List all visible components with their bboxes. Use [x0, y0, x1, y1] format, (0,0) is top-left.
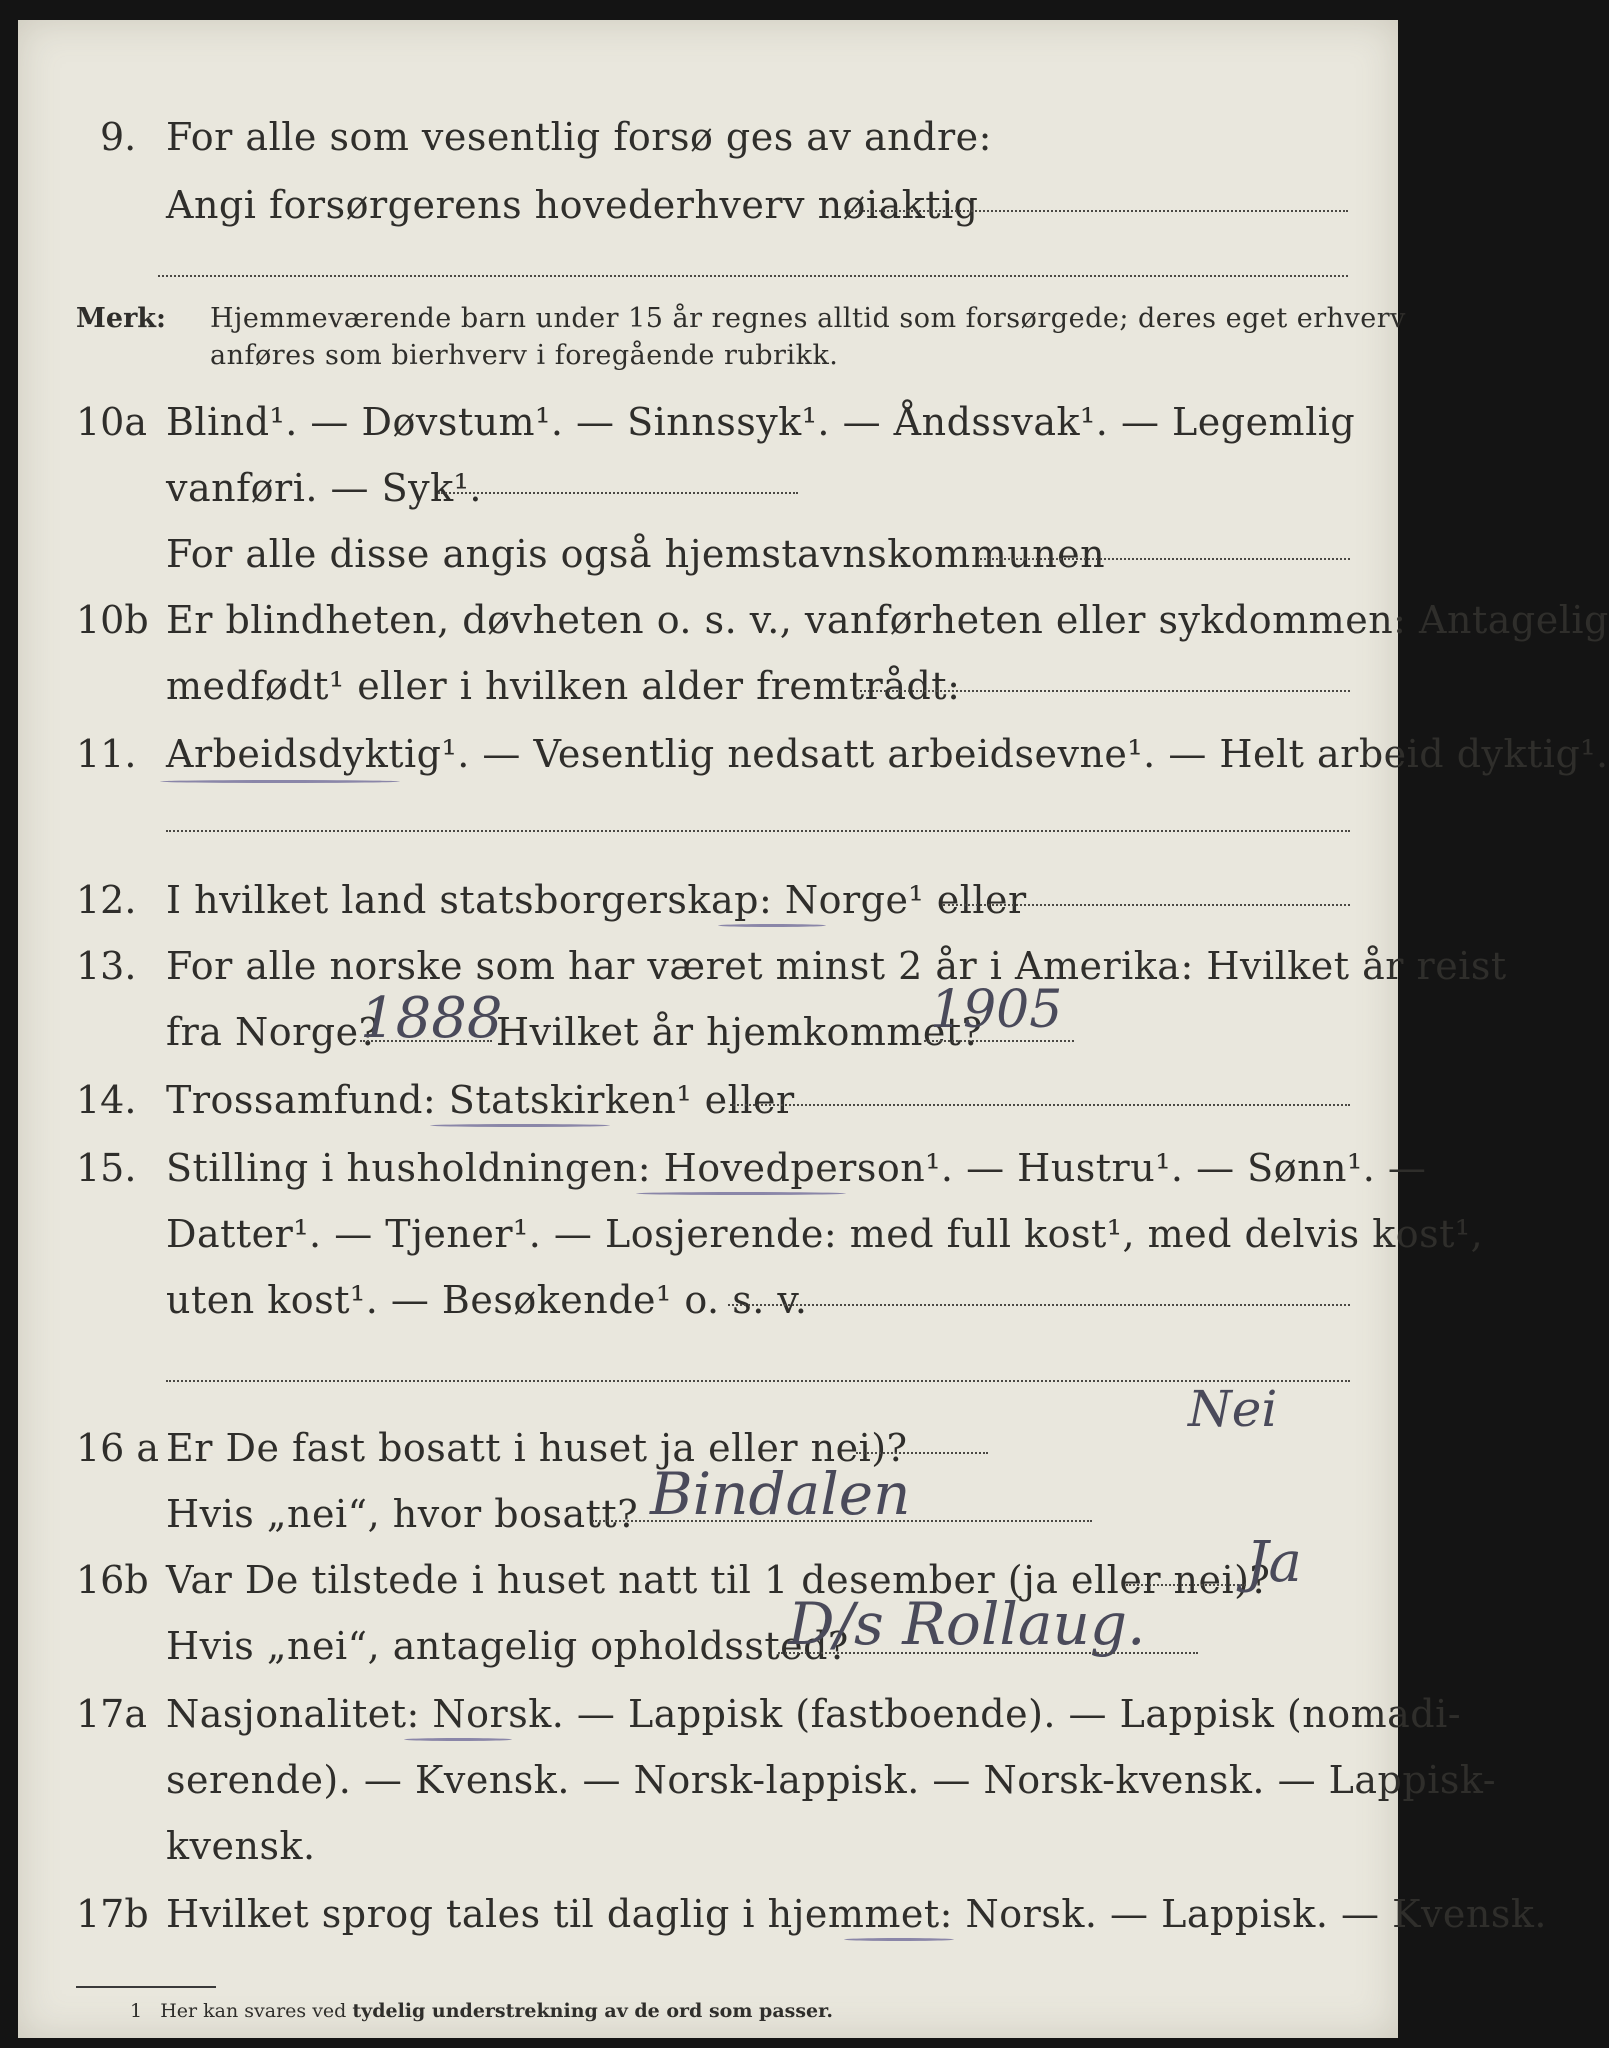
answer-line[interactable] — [438, 492, 798, 494]
question-17b-line-1: Hvilket sprog tales til daglig i hjemmet: Norsk. — Lappisk. — Kvensk. — [166, 1892, 1547, 1936]
question-17a-line-3: kvensk. — [166, 1824, 316, 1868]
question-10a-line-1: Blind¹. — Døvstum¹. — Sinnssyk¹. — Åndssvak¹. — Legemlig — [166, 400, 1356, 444]
answer-line[interactable] — [166, 830, 1350, 832]
question-10b-line-2: medfødt¹ eller i hvilken alder fremtrådt: — [166, 664, 961, 708]
handwritten-answer: Bindalen — [650, 1460, 911, 1528]
question-number: 16b — [76, 1558, 149, 1602]
question-number: 15. — [76, 1146, 137, 1190]
answer-line[interactable] — [166, 1380, 1350, 1382]
answer-line[interactable] — [1126, 1584, 1246, 1586]
note-line-1: Hjemmeværende barn under 15 år regnes alltid som forsørgede; deres eget erhverv — [210, 303, 1406, 334]
answer-line[interactable] — [360, 1040, 492, 1042]
question-16b-line-2: Hvis „nei“, antagelig opholdssted? — [166, 1624, 849, 1668]
question-number: 17b — [76, 1892, 149, 1936]
answer-line[interactable] — [860, 690, 1350, 692]
question-number: 12. — [76, 878, 137, 922]
footnote-mark: 1 — [130, 2000, 143, 2022]
handwritten-answer: 1888 — [360, 986, 503, 1051]
answer-underline — [636, 1192, 846, 1195]
question-12-line-1: I hvilket land statsborgerskap: Norge¹ eller — [166, 878, 1027, 922]
question-9-line-1: For alle som vesentlig forsø ges av andre: — [166, 115, 992, 159]
answer-line[interactable] — [924, 1040, 1074, 1042]
question-number: 14. — [76, 1078, 137, 1122]
question-number: 13. — [76, 944, 137, 988]
answer-line[interactable] — [592, 1520, 1092, 1522]
question-17a-line-1: Nasjonalitet: Norsk. — Lappisk (fastboende). — Lappisk (nomadi- — [166, 1692, 1462, 1736]
census-form-page — [18, 20, 1609, 2038]
answer-line[interactable] — [730, 1104, 1350, 1106]
question-16a-line-1: Er De fast bosatt i huset ja eller nei)? — [166, 1426, 908, 1470]
question-number: 10a — [76, 400, 148, 444]
answer-underline — [430, 1124, 610, 1127]
note-label: Merk: — [76, 303, 166, 334]
question-11-line-1: Arbeidsdyktig¹. — Vesentlig nedsatt arbeidsevne¹. — Helt arbeid dyktig¹. — [166, 732, 1609, 776]
handwritten-answer: Nei — [1188, 1380, 1278, 1438]
question-14-line-1: Trossamfund: Statskirken¹ eller — [166, 1078, 795, 1122]
question-number: 11. — [76, 732, 137, 776]
question-9-line-2: Angi forsørgerens hovederhverv nøiaktig — [166, 183, 979, 227]
question-number: 16 a — [76, 1426, 160, 1470]
question-13-line-2b: Hvilket år hjemkommet? — [496, 1010, 983, 1054]
question-13-line-1: For alle norske som har været minst 2 år i Amerika: Hvilket år reist — [166, 944, 1507, 988]
question-number: 9. — [100, 115, 137, 159]
question-13-line-2a: fra Norge? — [166, 1010, 380, 1054]
answer-underline — [404, 1738, 512, 1741]
question-10a-line-3: For alle disse angis også hjemstavnskommunen — [166, 532, 1106, 576]
handwritten-answer: 1905 — [930, 980, 1063, 1040]
answer-line[interactable] — [980, 558, 1350, 560]
answer-underline — [718, 924, 826, 927]
question-15-line-3: uten kost¹. — Besøkende¹ o. s. v. — [166, 1278, 808, 1322]
answer-line[interactable] — [943, 904, 1350, 906]
question-10b-line-1: Er blindheten, døvheten o. s. v., vanførheten eller sykdommen: Antagelig — [166, 598, 1609, 642]
footnote-text: Her kan svares ved — [160, 2000, 353, 2022]
answer-line[interactable] — [848, 210, 1348, 212]
answer-line[interactable] — [728, 1304, 1350, 1306]
footnote-rule — [76, 1986, 216, 1988]
question-15-line-2: Datter¹. — Tjener¹. — Losjerende: med full kost¹, med delvis kost¹, — [166, 1212, 1484, 1256]
question-10a-line-2: vanføri. — Syk¹. — [166, 466, 482, 510]
question-16a-line-2: Hvis „nei“, hvor bosatt? — [166, 1492, 639, 1536]
answer-line[interactable] — [778, 1652, 1198, 1654]
answer-line[interactable] — [856, 1452, 988, 1454]
question-15-line-1: Stilling i husholdningen: Hovedperson¹. — Hustru¹. — Sønn¹. — — [166, 1146, 1427, 1190]
answer-underline — [160, 780, 400, 783]
footnote — [130, 2000, 833, 2022]
footnote-emphasis: tydelig understrekning av de ord som passer. — [352, 2000, 833, 2022]
question-number: 17a — [76, 1692, 148, 1736]
answer-line[interactable] — [158, 275, 1348, 277]
question-17a-line-2: serende). — Kvensk. — Norsk-lappisk. — Norsk-kvensk. — Lappisk- — [166, 1758, 1497, 1802]
answer-underline — [844, 1938, 954, 1941]
question-16b-line-1: Var De tilstede i huset natt til 1 desember (ja eller nei)? — [166, 1558, 1271, 1602]
note-line-2: anføres som bierhverv i foregående rubrikk. — [210, 340, 839, 371]
handwritten-answer: Ja — [1246, 1530, 1302, 1595]
handwritten-answer: D/s Rollaug. — [788, 1590, 1146, 1658]
question-number: 10b — [76, 598, 149, 642]
